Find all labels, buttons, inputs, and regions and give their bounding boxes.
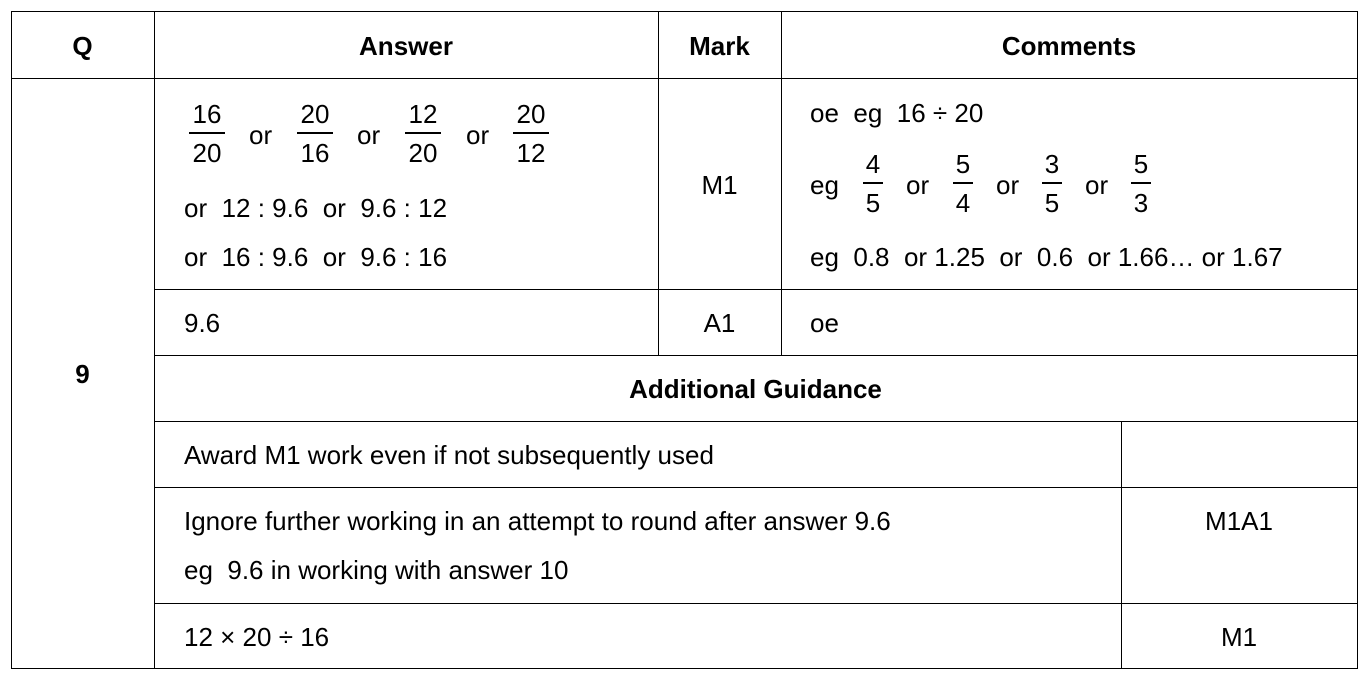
answer-fraction (187, 99, 227, 168)
comment-fraction (1032, 149, 1072, 218)
fraction-numerator: 3 (1044, 149, 1060, 179)
rule-guidance2-bottom (154, 603, 1358, 604)
rule-top (11, 11, 1358, 12)
fraction-bar (297, 132, 333, 134)
header-comments: Comments (1001, 31, 1137, 61)
comment-line-1: oe eg 16 ÷ 20 (810, 98, 984, 128)
row1-mark: M1 (701, 170, 738, 200)
comment-fraction (1121, 149, 1161, 218)
guidance-row-2-mark: M1A1 (1205, 506, 1273, 536)
fraction-numerator: 4 (865, 149, 881, 179)
fraction-numerator: 20 (516, 99, 546, 129)
or-text: or (357, 120, 381, 150)
eg-text: eg (810, 170, 839, 200)
guidance-row-3-mark: M1 (1220, 622, 1258, 652)
fraction-denominator: 4 (955, 188, 971, 218)
comment-line-3: eg 0.8 or 1.25 or 0.6 or 1.66… or 1.67 (810, 242, 1283, 272)
answer-fraction (511, 99, 551, 168)
answer-ratio-line-1: or 12 : 9.6 or 9.6 : 12 (184, 193, 448, 223)
fraction-denominator: 20 (192, 138, 222, 168)
fraction-denominator: 5 (1044, 188, 1060, 218)
fraction-bar (189, 132, 225, 134)
guidance-row-2-text-line-2: eg 9.6 in working with answer 10 (184, 555, 569, 585)
comment-fraction (853, 149, 893, 218)
rule-row2-bottom (154, 355, 1358, 356)
fraction-denominator: 5 (865, 188, 881, 218)
fraction-numerator: 20 (300, 99, 330, 129)
fraction-numerator: 5 (955, 149, 971, 179)
rule-guidance-title-bottom (154, 421, 1358, 422)
fraction-bar (1131, 182, 1151, 184)
or-text: or (466, 120, 490, 150)
rule-mark-col (781, 11, 782, 356)
or-text: or (1085, 170, 1109, 200)
or-text: or (249, 120, 273, 150)
fraction-denominator: 3 (1133, 188, 1149, 218)
answer-fraction (403, 99, 443, 168)
fraction-numerator: 12 (408, 99, 438, 129)
question-number: 9 (75, 359, 90, 389)
comment-fraction (943, 149, 983, 218)
fraction-denominator: 16 (300, 138, 330, 168)
fraction-bar (513, 132, 549, 134)
or-text: or (906, 170, 930, 200)
or-text: or (996, 170, 1020, 200)
header-answer: Answer (359, 31, 453, 61)
fraction-numerator: 5 (1133, 149, 1149, 179)
fraction-bar (953, 182, 973, 184)
fraction-bar (1042, 182, 1062, 184)
rule-guidance1-bottom (154, 487, 1358, 488)
fraction-numerator: 16 (192, 99, 222, 129)
rule-right (1357, 11, 1358, 669)
rule-header-bottom (11, 78, 1358, 79)
rule-bottom (11, 668, 1358, 669)
guidance-row-1-text: Award M1 work even if not subsequently used (184, 440, 714, 470)
guidance-row-3-text: 12 × 20 ÷ 16 (184, 622, 330, 652)
guidance-row-2-text-line-1: Ignore further working in an attempt to round after answer 9.6 (184, 506, 891, 536)
rule-left (11, 11, 12, 669)
row2-mark: A1 (703, 308, 736, 338)
fraction-bar (863, 182, 883, 184)
rule-q-col (154, 11, 155, 669)
row2-answer: 9.6 (184, 308, 221, 338)
guidance-title: Additional Guidance (629, 374, 882, 404)
row2-comment: oe (810, 308, 839, 338)
header-mark: Mark (689, 31, 750, 61)
fraction-denominator: 12 (516, 138, 546, 168)
fraction-bar (405, 132, 441, 134)
answer-ratio-line-2: or 16 : 9.6 or 9.6 : 16 (184, 242, 448, 272)
rule-row1-bottom (154, 289, 1358, 290)
header-q: Q (72, 31, 93, 61)
fraction-denominator: 20 (408, 138, 438, 168)
answer-fraction (295, 99, 335, 168)
